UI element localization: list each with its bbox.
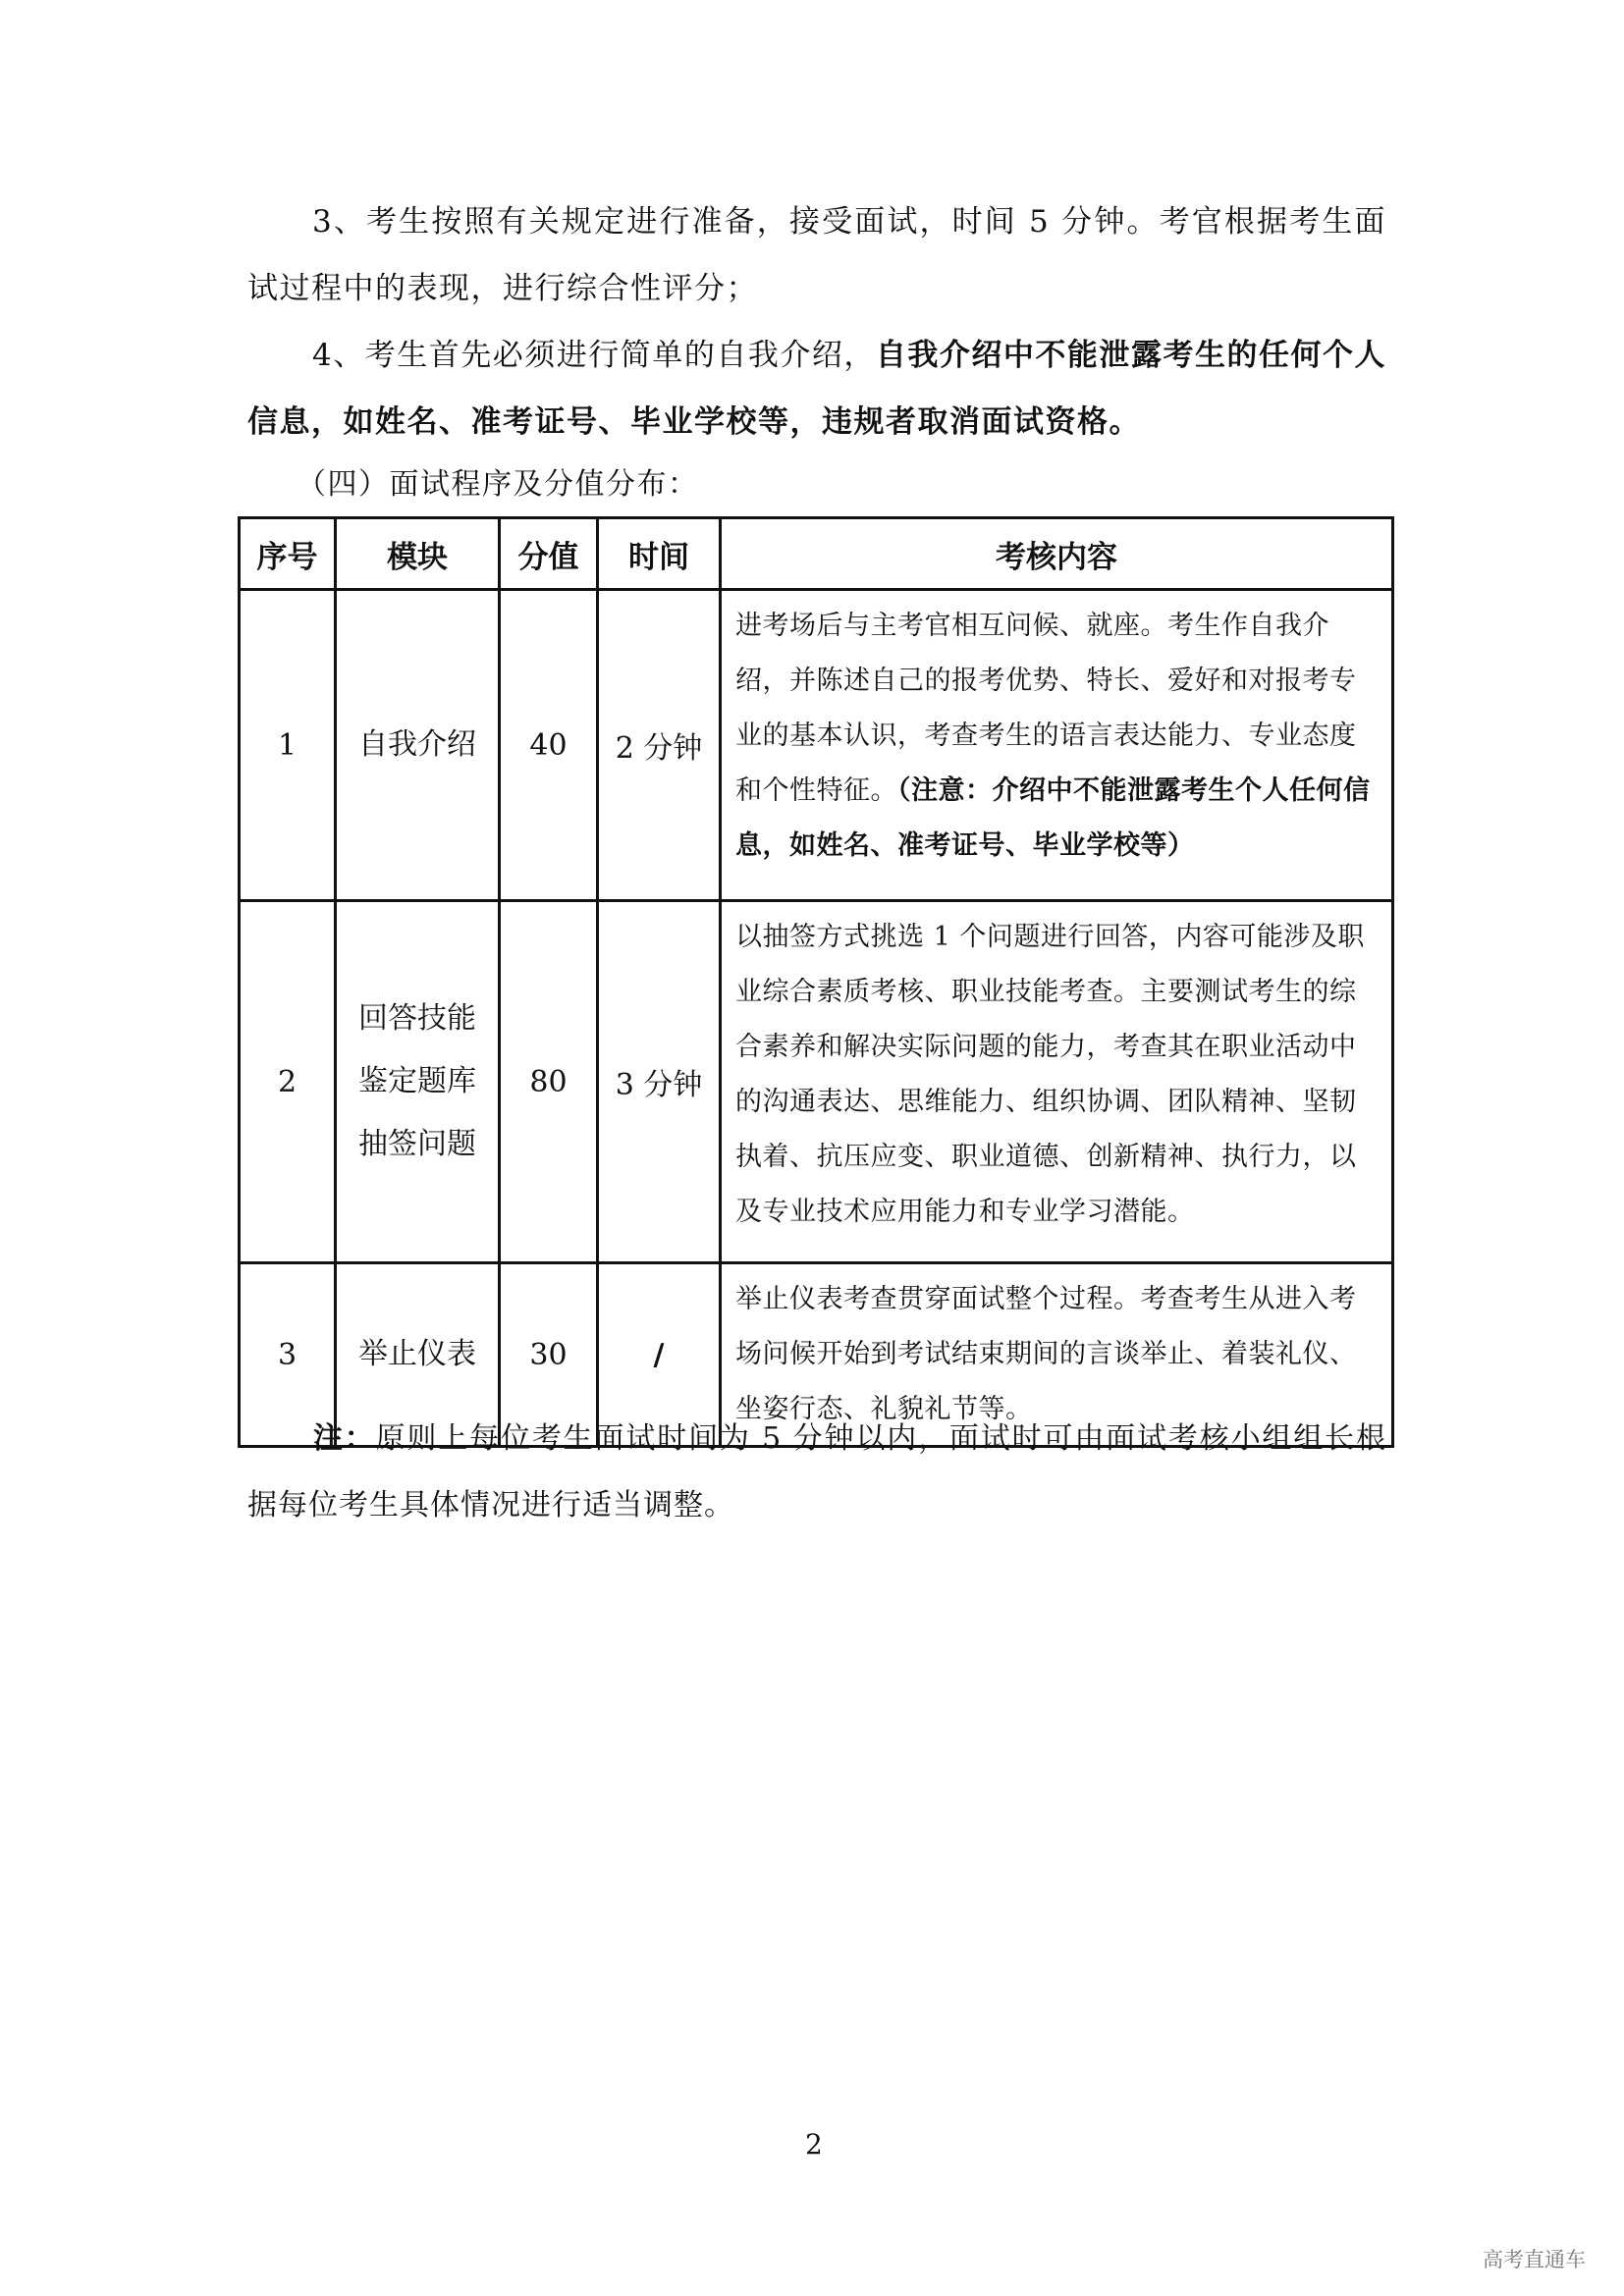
cell-time: 2 分钟	[598, 590, 721, 901]
header-time: 时间	[598, 518, 721, 590]
header-no: 序号	[240, 518, 336, 590]
section-heading-text: （四）面试程序及分值分布：	[297, 467, 699, 502]
page-number: 2	[805, 2128, 823, 2161]
module-line: 抽签问题	[358, 1127, 476, 1161]
cell-module	[336, 901, 500, 1263]
table-row	[240, 901, 1393, 1263]
cell-content	[721, 590, 1393, 901]
paragraph-item-3-text: 3、考生按照有关规定进行准备，接受面试，时间 5 分钟。考官根据考生面试过程中的表现，进行综合性评分；	[247, 204, 1386, 306]
module-line: 回答技能	[358, 1001, 476, 1036]
cell-score: 40	[500, 590, 598, 901]
note-text: 原则上每位考生面试时间为 5 分钟以内，面试时可由面试考核小组组长根据每位考生具体情况进行适当调整。	[247, 1421, 1386, 1522]
header-score: 分值	[500, 518, 598, 590]
cell-no: 2	[240, 901, 336, 1263]
cell-content	[721, 901, 1393, 1263]
interview-schedule-table	[238, 516, 1394, 1448]
table-header-row	[240, 518, 1393, 590]
paragraph-item-3	[247, 188, 1386, 322]
cell-score: 30	[500, 1263, 598, 1447]
cell-module	[336, 590, 500, 901]
content-warning: （注意：介绍中不能泄露考生个人任何信息，如姓名、准考证号、毕业学校等）	[735, 775, 1371, 861]
module-line: 鉴定题库	[358, 1064, 476, 1098]
cell-no: 3	[240, 1263, 336, 1447]
section-heading	[247, 452, 1386, 518]
paragraph-item-4-warning: 自我介绍中不能泄露考生的任何个人信息，如姓名、准考证号、毕业学校等，违规者取消面试资格。	[247, 338, 1386, 440]
note-label: 注：	[312, 1421, 376, 1456]
module-line: 自我介绍	[358, 727, 476, 762]
cell-score: 80	[500, 901, 598, 1263]
paragraph-item-4	[247, 322, 1386, 455]
content-text: 进考场后与主考官相互问候、就座。考生作自我介绍，并陈述自己的报考优势、特长、爱好和对报考专业的基本认识，考查考生的语言表达能力、专业态度和个性特征。	[735, 611, 1357, 806]
table-note	[247, 1406, 1386, 1539]
content-text: 举止仪表考查贯穿面试整个过程。考查考生从进入考场问候开始到考试结束期间的言谈举止、着装礼仪、坐姿行态、礼貌礼节等。	[735, 1284, 1357, 1424]
module-line: 举止仪表	[358, 1337, 476, 1371]
cell-time: 3 分钟	[598, 901, 721, 1263]
header-module: 模块	[336, 518, 500, 590]
watermark: 高考直通车	[1483, 2248, 1586, 2271]
header-content: 考核内容	[721, 518, 1393, 590]
content-text: 以抽签方式挑选 1 个问题进行回答，内容可能涉及职业综合素质考核、职业技能考查。主要测试考生的综合素养和解决实际问题的能力，考查其在职业活动中的沟通表达、思维能力、组织协调、团队精神、坚韧执着、抗压应变、职业道德、创新精神、执行力，以及专业技术应用能力和专业学习潜能。	[735, 922, 1365, 1227]
paragraph-item-4-text: 4、考生首先必须进行简单的自我介绍，	[312, 338, 876, 373]
cell-no: 1	[240, 590, 336, 901]
table-row	[240, 590, 1393, 901]
cell-time: /	[598, 1263, 721, 1447]
